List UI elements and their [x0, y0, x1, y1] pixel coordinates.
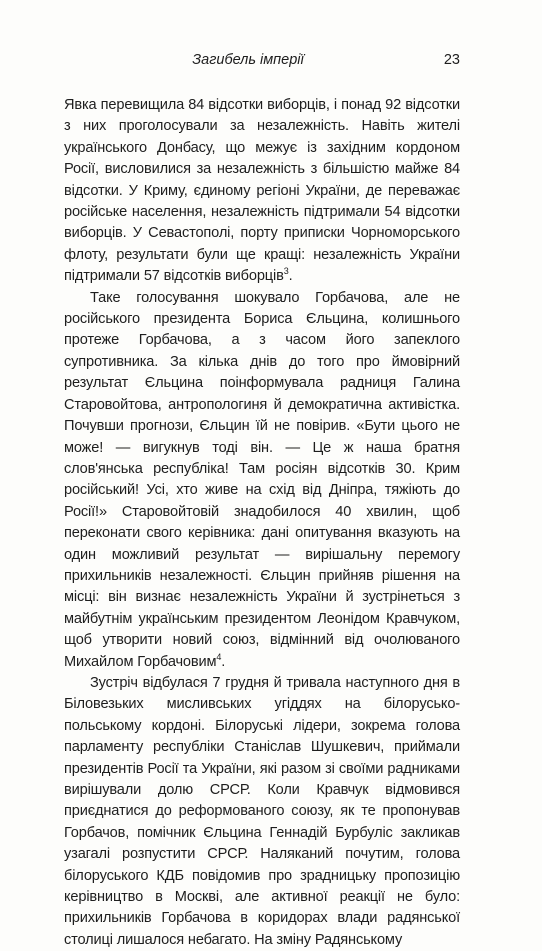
paragraph-1-text: Явка перевищила 84 відсотки виборців, і понад 92 відсотки з них проголосували за незалежність. Навіть жителі українського Донбасу, що межує із західним кордоном Росії, висловилися за незалежність з більшістю майже 84 відсотки. У Криму, єдиному регіоні України, де переважає російське населення, незалежність підтримали 54 відсотки виборців. У Севастополі, порту приписки Чорноморського флоту, результати були ще кращі: незалежність України підтримали 57 відсотків виборців [64, 97, 460, 285]
running-header-title: Загибель імперії [192, 52, 304, 68]
footnote-ref-4: 4 [216, 651, 222, 662]
paragraph-3 [64, 673, 460, 951]
body-text [64, 95, 460, 951]
paragraph-2-text: Таке голосування шокувало Горбачова, але не російського президента Бориса Єльцина, колишнього протеже Горбачова, а з часом його запеклого супротивника. За кілька днів до того про ймовірний результат Єльцина поінформувала радниця Галина Старовойтова, антропологиня й демократична активістка. Почувши прогнози, Єльцин їй не повірив. «Бути цього не може! — вигукнув тоді він. — Це ж наша братня слов'янська республіка! Там росіян відсотків 30. Крим російський! Усі, хто живе на схід від Дніпра, тяжіють до Росії!» Старовойтовій знадобилося 40 хвилин, щоб переконати свого керівника: дані опитування вказують на один можливий результат — вирішальну перемогу прихильників незалежності. Єльцин прийняв рішення на місці: він визнає незалежність України й зустрінеться з майбутнім українським президентом Леонідом Кравчуком, щоб утворити новий союз, відмінний від очолюваного Михайлом Горбачовим [64, 289, 460, 670]
paragraph-3-text: Зустріч відбулася 7 грудня й тривала наступного дня в Біловезьких мисливських угіддях на білорусько-польському кордоні. Білоруські лідери, зокрема голова парламенту республіки Станіслав Шушкевич, приймали президентів Росії та України, які разом зі своїми радниками вирішували долю СРСР. Коли Кравчук відмовився приєднатися до реформованого союзу, як те пропонував Горбачов, помічник Єльцина Геннадій Бурбуліс закликав узагалі розпустити СРСР. Наляканий почутим, голова білоруського КДБ повідомив про зрадницьку пропозицію керівництво в Москві, але активної реакції не було: прихильників Горбачова в коридорах влади радянської столиці лишалося небагато. На зміну Радянському [64, 674, 460, 948]
footnote-ref-3: 3 [283, 266, 289, 277]
running-header [36, 52, 460, 74]
page-number: 23 [443, 52, 460, 68]
paragraph-2: Таке голосування шокувало Горбачова, але не російського президента Бориса Єльцина, колишнього протеже Горбачова, а з часом його запеклого супротивника. За кілька днів до того про ймовірний результат Єльцина поінформувала радниця Галина Старовойтова, антропологиня й демократична активістка. Почувши прогнози, Єльцин їй не повірив. «Бути цього не може! — вигукнув тоді він. — Це ж наша братня слов'янська республіка! Там росіян відсотків 30. Крим російський! Усі, хто живе на схід від Дніпра, тяжіють до Росії!» Старовойтовій знадобилося 40 хвилин, щоб переконати свого керівника: дані опитування вказують на один можливий результат — вирішальну перемогу прихильників незалежності. Єльцин прийняв рішення на місці: він визнає незалежність України й зустрінеться з майбутнім українським президентом Леонідом Кравчуком, щоб утворити новий союз, відмінний від очолюваного Михайлом Горбачовим$^4$. [64, 289, 460, 670]
paragraph-1: Явка перевищила 84 відсотки виборців, і понад 92 відсотки з них проголосували за незалежність. Навіть жителі українського Донбасу, що межує із західним кордоном Росії, висловилися за незалежність з більшістю майже 84 відсотки. У Криму, єдиному регіоні України, де переважає російське населення, незалежність підтримали 54 відсотки виборців. У Севастополі, порту приписки Чорноморського флоту, результати були ще кращі: незалежність України підтримали 57 відсотків виборців$^3$. [64, 97, 460, 285]
